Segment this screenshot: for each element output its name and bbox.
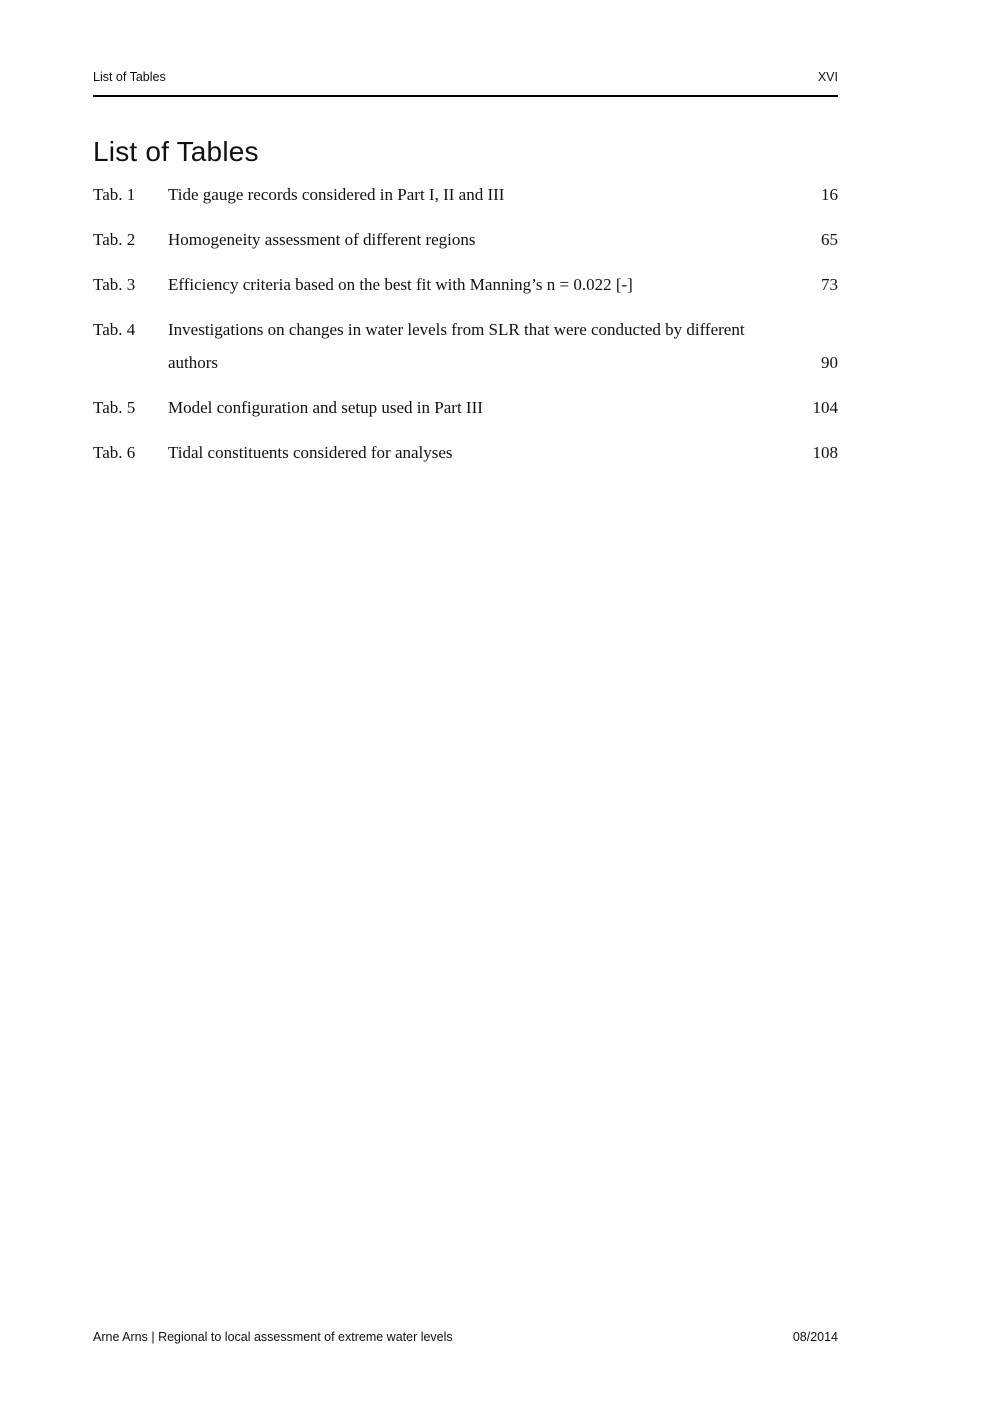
toc-entry-label: Tab. 6	[93, 443, 136, 462]
toc-entry[interactable]	[93, 313, 838, 379]
toc-entry[interactable]	[93, 268, 838, 301]
toc-entry-label: Tab. 4	[93, 320, 136, 339]
toc-entry-label: Tab. 3	[93, 275, 136, 294]
toc-entry-page-number: 90	[821, 353, 838, 372]
page-title: List of Tables	[93, 135, 259, 167]
toc-entry-page-number: 73	[821, 275, 838, 294]
toc-entry[interactable]	[93, 223, 838, 256]
toc-entry[interactable]	[93, 391, 838, 424]
running-header	[93, 70, 838, 97]
toc-entry[interactable]	[93, 436, 838, 469]
running-header-title: List of Tables	[93, 70, 166, 84]
toc-entry-label: Tab. 5	[93, 398, 136, 417]
toc-entry-text: Model configuration and setup used in Part III	[168, 398, 483, 417]
page-number-roman: XVI	[817, 70, 838, 84]
toc-entry-text: Investigations on changes in water levels from SLR that were conducted by different authors	[168, 320, 745, 372]
footer-author-title: Arne Arns | Regional to local assessment of extreme water levels	[93, 1330, 453, 1344]
toc-entry-text: Tide gauge records considered in Part I, II and III	[168, 185, 505, 204]
toc-entry-text: Homogeneity assessment of different regions	[168, 230, 476, 249]
toc-list	[93, 178, 838, 481]
toc-entry-text: Tidal constituents considered for analyses	[168, 443, 453, 462]
toc-entry-page-number: 65	[821, 230, 838, 249]
toc-entry-text: Efficiency criteria based on the best fit with Manning’s n = 0.022 [-]	[168, 275, 633, 294]
toc-entry-page-number: 104	[812, 398, 838, 417]
toc-entry-label: Tab. 1	[93, 185, 136, 204]
running-footer	[93, 1330, 838, 1344]
toc-entry-page-number: 108	[812, 443, 838, 462]
toc-entry-page-number: 16	[821, 185, 838, 204]
toc-entry-label: Tab. 2	[93, 230, 136, 249]
footer-date: 08/2014	[792, 1330, 838, 1344]
toc-entry[interactable]	[93, 178, 838, 211]
